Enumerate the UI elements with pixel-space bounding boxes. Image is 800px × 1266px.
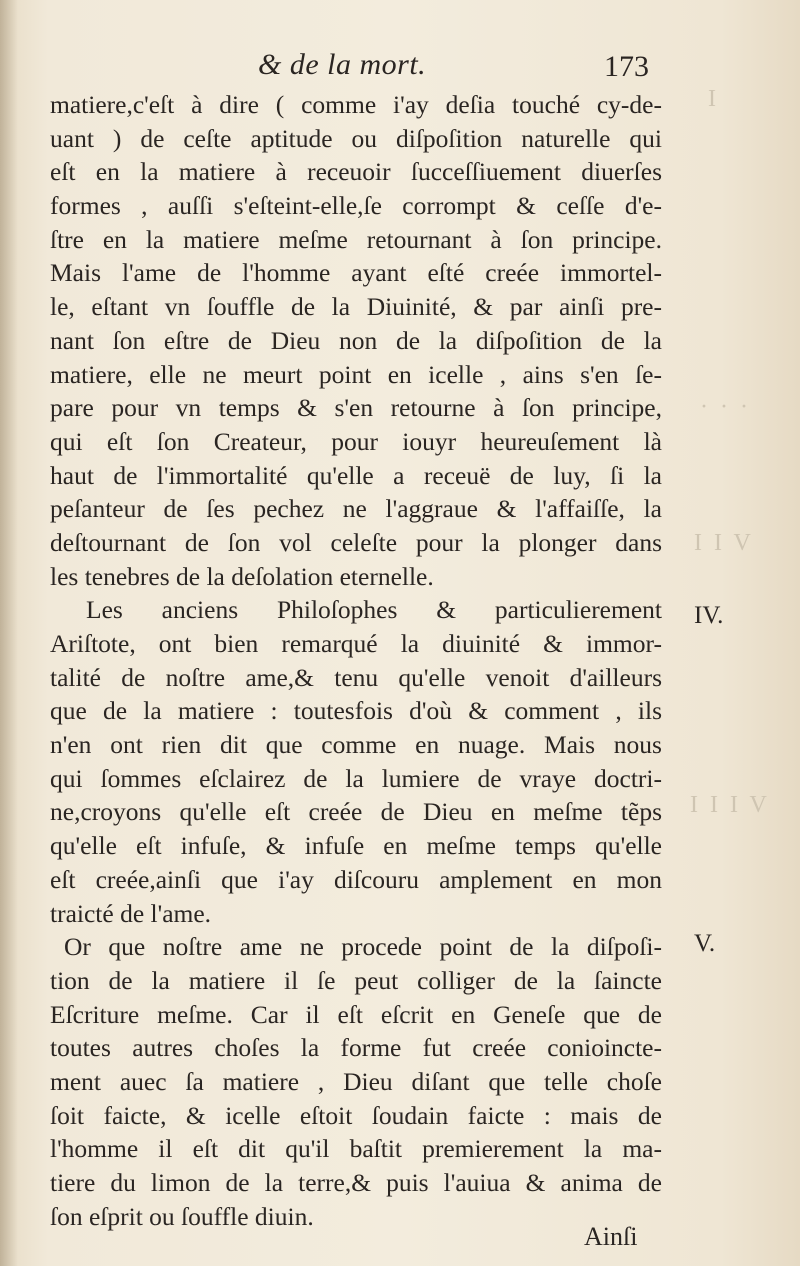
text-line: ne,croyons qu'elle eſt creée de Dieu en meſme tẽps	[50, 797, 662, 827]
text-line: toutes autres choſes la forme fut creée conioincte-	[50, 1033, 662, 1063]
text-line: n'en ont rien dit que comme en nuage. Mais nous	[50, 730, 662, 760]
text-line: matiere, elle ne meurt point en icelle , ains s'en ſe-	[50, 359, 662, 389]
text-line: Or que noſtre ame ne procede point de la diſpoſi-	[64, 932, 662, 962]
margin-note-v: V.	[694, 930, 716, 957]
page-number: 173	[604, 50, 649, 83]
text-line: matiere,c'eſt à dire ( comme i'ay deſia touché cy-de-	[50, 90, 662, 119]
show-through-mark: I I I V	[690, 792, 770, 818]
gutter-shadow	[0, 0, 18, 1266]
text-line: l'homme il eſt dit qu'il baſtit premierement la ma-	[50, 1134, 662, 1164]
text-line: Eſcriture meſme. Car il eſt eſcrit en Geneſe que de	[50, 999, 662, 1029]
show-through-mark: · · ·	[700, 394, 751, 420]
paragraph-1	[50, 88, 662, 593]
text-line: nant ſon eſtre de Dieu non de la diſpoſition de la	[50, 325, 662, 355]
text-line: Mais l'ame de l'homme ayant eſté creée immortel-	[50, 258, 662, 288]
text-line: le, eſtant vn ſouffle de la Diuinité, & par ainſi pre-	[50, 292, 662, 322]
margin-note-iv: IV.	[694, 602, 724, 629]
text-line: que de la matiere : toutesfois d'où & comment , ils	[50, 696, 662, 726]
text-line: uant ) de ceſte aptitude ou diſpoſition naturelle qui	[50, 123, 662, 153]
paragraph-2	[50, 593, 662, 930]
running-title: & de la mort.	[258, 48, 427, 81]
text-line: Ariſtote, ont bien remarqué la diuinité & immor-	[50, 629, 662, 658]
text-line: tiere du limon de la terre,& puis l'auiua & anima de	[50, 1168, 662, 1197]
text-line: peſanteur de ſes pechez ne l'aggraue & l'affaiſſe, la	[50, 494, 662, 524]
text-line: talité de noſtre ame,& tenu qu'elle venoit d'ailleurs	[50, 662, 662, 692]
text-line: Les anciens Philoſophes & particulierement	[86, 595, 662, 625]
catchword: Ainſi	[584, 1222, 638, 1251]
show-through-mark: I I V	[694, 530, 754, 556]
text-line: ſoit faicte, & icelle eſtoit ſoudain faicte : mais de	[50, 1100, 662, 1130]
text-line: les tenebres de la deſolation eternelle.	[50, 561, 434, 591]
text-line: qui eſt ſon Createur, pour iouyr heureuſement là	[50, 426, 662, 456]
text-line: deſtournant de ſon vol celeſte pour la plonger dans	[50, 527, 662, 557]
text-line: ment auec ſa matiere , Dieu diſant que telle choſe	[50, 1066, 662, 1096]
text-line: ſtre en la matiere meſme retournant à ſon principe.	[50, 224, 662, 254]
body-text	[50, 88, 662, 1233]
text-line: qui ſommes eſclairez de la lumiere de vraye doctri-	[50, 763, 662, 793]
text-line: qu'elle eſt infuſe, & infuſe en meſme temps qu'elle	[50, 831, 662, 861]
text-line: tion de la matiere il ſe peut colliger de la ſaincte	[50, 965, 662, 995]
text-line: ſon eſprit ou ſouffle diuin.	[50, 1201, 314, 1231]
text-line: pare pour vn temps & s'en retourne à ſon principe,	[50, 393, 662, 423]
text-line: haut de l'immortalité qu'elle a receuë de luy, ſi la	[50, 460, 662, 490]
text-line: traicté de l'ame.	[50, 898, 212, 928]
page-header	[0, 48, 800, 84]
text-line: eſt en la matiere à receuoir ſucceſſiuement diuerſes	[50, 157, 662, 187]
show-through-mark: I	[708, 86, 719, 112]
paragraph-3	[50, 930, 662, 1233]
text-line: formes , auſſi s'eſteint-elle,ſe corrompt & ceſſe d'e-	[50, 191, 662, 221]
text-line: eſt creée,ainſi que i'ay diſcouru amplement en mon	[50, 864, 662, 894]
